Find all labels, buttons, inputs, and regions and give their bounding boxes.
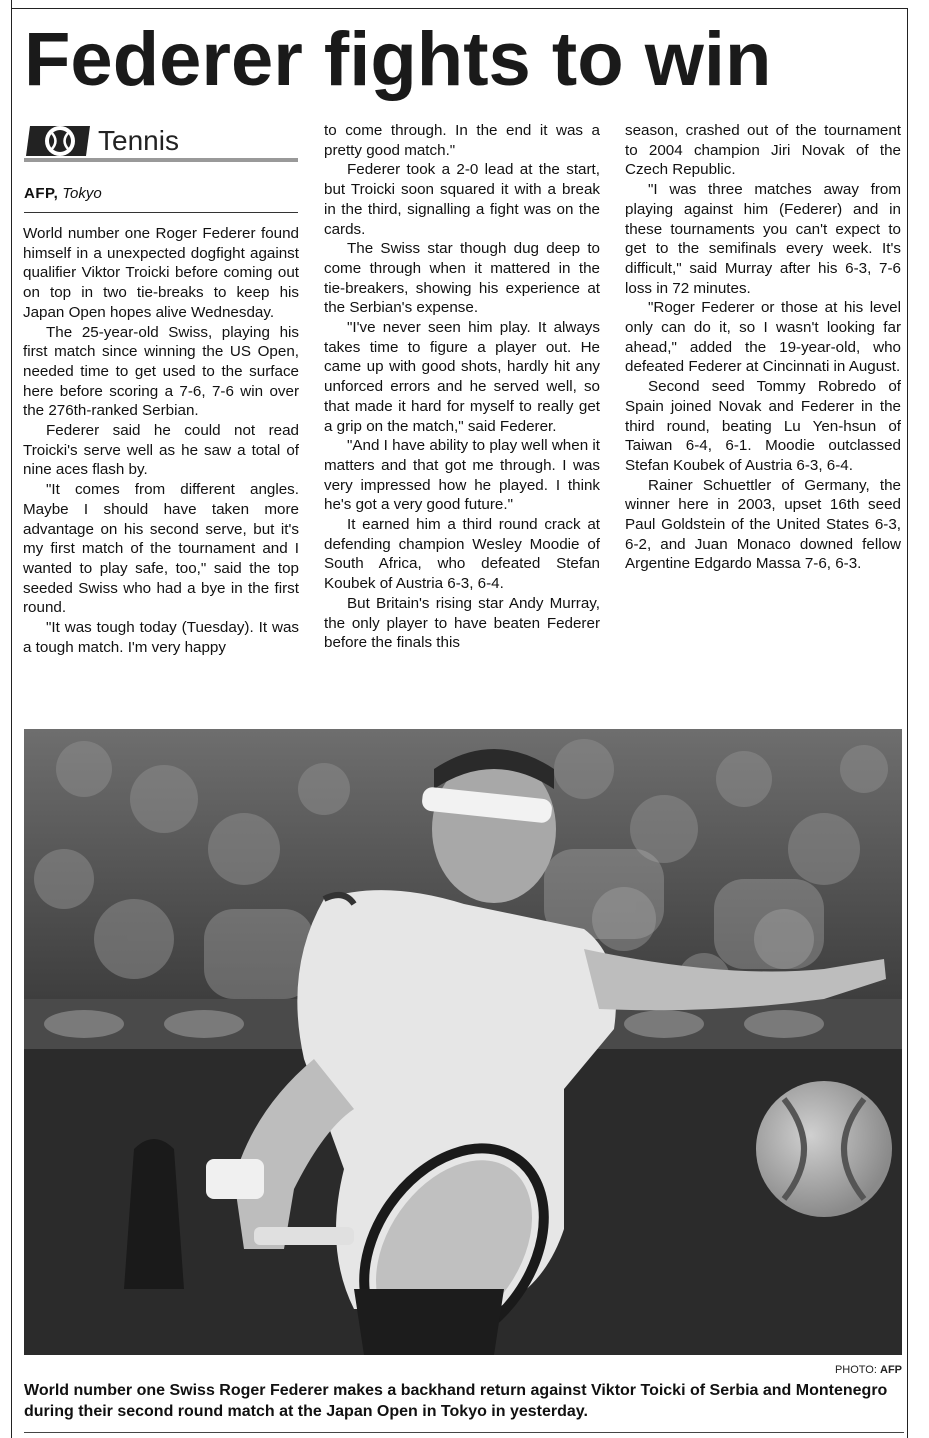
paragraph: The Swiss star though dug deep to come through when it mattered in the tie-breakers, showing his experience at the Serbian's expense.: [324, 240, 600, 317]
article-column-1: [23, 224, 299, 657]
byline: [24, 184, 102, 204]
paragraph: "And I have ability to play well when it matters and that got me through. I was very impressed how he played. I think he's got a very good future.": [324, 437, 600, 514]
paragraph: "I've never seen him play. It always takes time to figure a player out. He came up with good shots, hardly hit any unforced errors and he served well, so that made it hard for myself to really get a grip on the match," said Federer.: [324, 319, 600, 435]
tennis-player-photo-illustration: [24, 729, 902, 1355]
paragraph: But Britain's rising star Andy Murray, the only player to have beaten Federer before the finals this: [324, 594, 600, 652]
paragraph: "It was tough today (Tuesday). It was a tough match. I'm very happy: [23, 619, 299, 656]
section-label: Tennis: [98, 125, 179, 156]
paragraph: "I was three matches away from playing against him (Federer) and in these tournaments you can't expect to get to the semifinals every week. It's difficult," said Murray after his 6-3, 7-6 loss in 72 minutes.: [625, 181, 901, 297]
page-border-left: [11, 0, 12, 1438]
tennis-ball-logo-icon: [24, 120, 94, 160]
article-column-2: [324, 121, 600, 653]
paragraph: "Roger Federer or those at his level only can do it, so I wasn't looking far ahead," added the 19-year-old, who defeated Federer at Cincinnati in August.: [625, 299, 901, 376]
paragraph: Federer said he could not read Troicki's serve well as he saw a total of nine aces flash by.: [23, 422, 299, 479]
page-border-right: [907, 8, 908, 1438]
news-photo: [24, 729, 902, 1355]
photo-credit-label: PHOTO:: [834, 1364, 877, 1376]
page-border-bottom: [24, 1432, 904, 1433]
paragraph: The 25-year-old Swiss, playing his first match since winning the US Open, needed time to get used to the surface here before scoring a 7-6, 7-6 win over the 276th-ranked Serbian.: [23, 323, 299, 420]
photo-credit: [600, 1363, 902, 1377]
photo-credit-agency: AFP: [880, 1364, 902, 1376]
paragraph: Federer took a 2-0 lead at the start, but Troicki soon squared it with a break in the third, signalling a fight was on the cards.: [324, 161, 600, 238]
paragraph: World number one Roger Federer found himself in a unexpected dogfight against qualifier Viktor Troicki before coming out on top in two tie-breaks to keep his Japan Open hopes alive Wednesday.: [23, 225, 299, 321]
paragraph: Second seed Tommy Robredo of Spain joined Novak and Federer in the third round, beating Lu Yen-hsun of Taiwan 6-4, 6-1. Moodie outclassed Stefan Koubek of Austria 6-3, 6-4.: [625, 378, 901, 474]
section-header: [24, 120, 298, 164]
article-column-3: [625, 121, 901, 574]
byline-agency: AFP,: [24, 185, 59, 202]
paragraph: Rainer Schuettler of Germany, the winner here in 2003, upset 16th seed Paul Goldstein of the United States 6-3, 6-2, and Juan Monaco downed fellow Argentine Edgardo Massa 7-6, 6-3.: [625, 476, 901, 573]
photo-caption: World number one Swiss Roger Federer makes a backhand return against Viktor Toicki of Serbia and Montenegro during their second round match at the Japan Open in Tokyo in yesterday.: [24, 1382, 888, 1420]
paragraph-continuation: to come through. In the end it was a pretty good match.": [324, 122, 600, 159]
paragraph: "It comes from different angles. Maybe I should have taken more advantage on his second serve, but it's my first match of the tournament and I wanted to play safe, too," said the top seeded Swiss who had a bye in the first round.: [23, 481, 299, 617]
headline: Federer fights to win: [24, 17, 772, 102]
byline-rule: [24, 212, 298, 213]
paragraph: It earned him a third round crack at defending champion Wesley Moodie of South Africa, who defeated Stefan Koubek of Austria 6-3, 6-4.: [324, 516, 600, 593]
byline-place: Tokyo: [62, 185, 102, 202]
section-rule: [24, 158, 298, 162]
paragraph-continuation: season, crashed out of the tournament to 2004 champion Jiri Novak of the Czech Republic.: [625, 122, 901, 179]
page-border-top: [11, 8, 908, 9]
